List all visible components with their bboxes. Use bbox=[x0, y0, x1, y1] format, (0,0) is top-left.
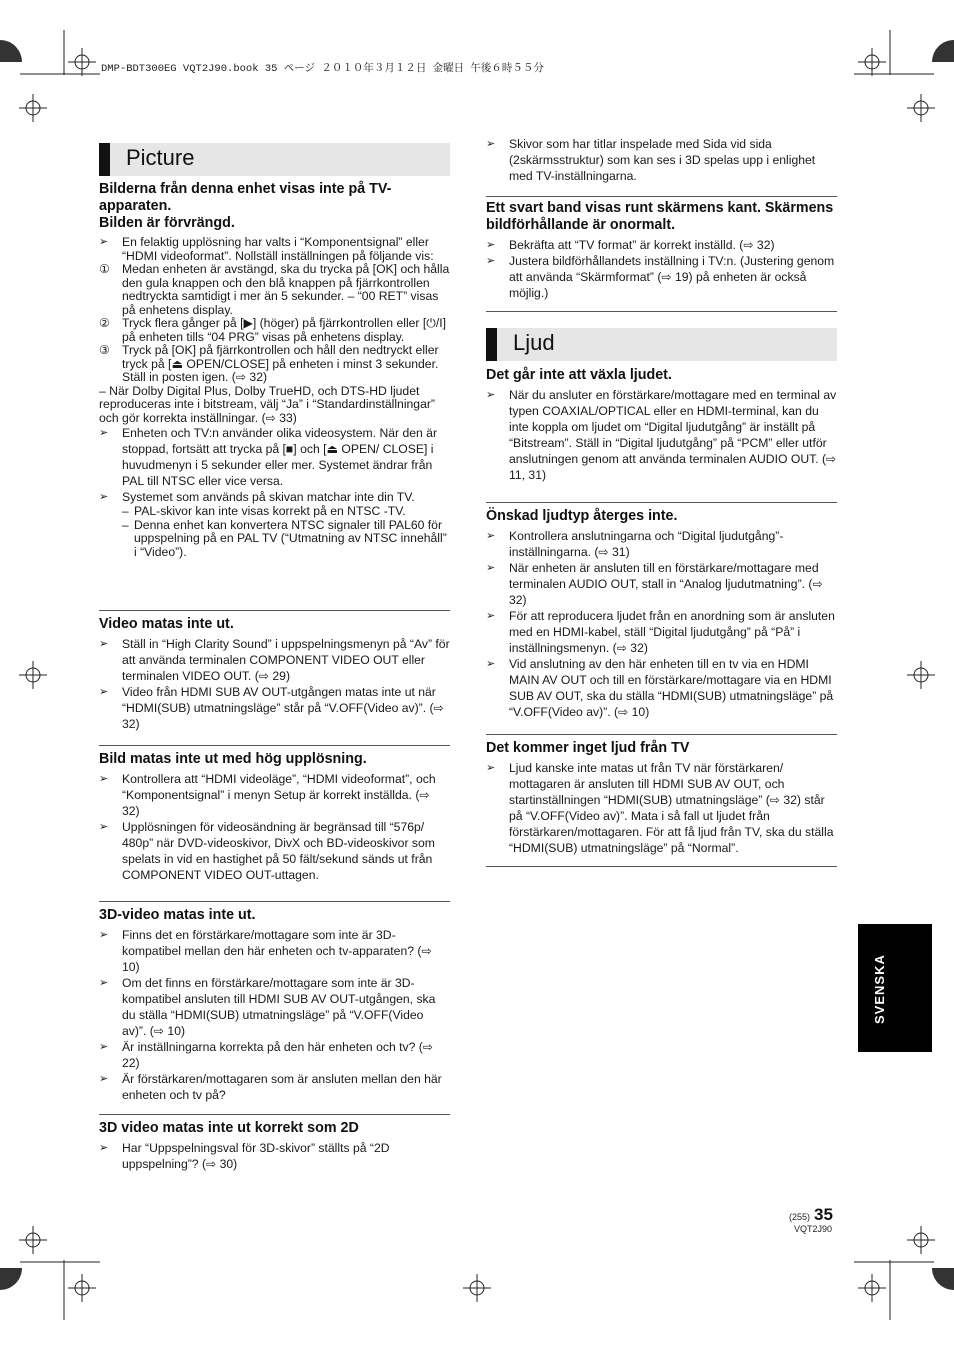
list-item: ➢ När du ansluter en förstärkare/mottagare med en terminal av typen COAXIAL/OPTICAL eller en HDMI-terminal, kan du inte koppla om ljudet om “Digital ljudutgång” är inställt på “Bitstream”. Ställ in “Digital ljudutgång” på “PCM” eller utför anslutningen genom att använda terminalen AUDIO OUT. (⇨ 11, 31) bbox=[486, 388, 837, 482]
arrow-icon: ➢ bbox=[99, 1142, 109, 1154]
arrow-icon: ➢ bbox=[486, 530, 496, 542]
topic-heading: Önskad ljudtyp återges inte. bbox=[486, 508, 678, 524]
divider bbox=[99, 901, 450, 902]
list-item: ➢ Är förstärkaren/mottagaren som är ansluten mellan den här enheten och tv på? bbox=[99, 1072, 442, 1102]
step-2-icon: ② bbox=[99, 316, 110, 330]
dash-icon: – bbox=[122, 504, 129, 518]
page-number bbox=[789, 1205, 833, 1225]
arrow-icon: ➢ bbox=[486, 255, 496, 267]
header-bar-mark bbox=[99, 143, 110, 176]
divider-block bbox=[486, 311, 837, 312]
arrow-icon: ➢ bbox=[99, 427, 109, 439]
list-item: ➢ Ställ in “High Clarity Sound” i uppspelningsmenyn på “Av” för att använda terminalen COMPONENT VIDEO OUT eller terminalen VIDEO OUT. (⇨ 29) bbox=[99, 637, 450, 683]
divider bbox=[486, 866, 837, 867]
arrow-icon: ➢ bbox=[486, 658, 496, 670]
divider bbox=[99, 1114, 450, 1115]
divider bbox=[99, 610, 450, 611]
topic-heading: Video matas inte ut. bbox=[99, 616, 234, 632]
ljud-section-header bbox=[486, 328, 837, 361]
arrow-icon: ➢ bbox=[99, 977, 109, 989]
divider bbox=[486, 196, 837, 197]
list-item: ➢ Ljud kanske inte matas ut från TV när förstärkaren/ mottagaren är ansluten till HDMI SUB AV OUT, och startinställningen “HDMI(SUB) utmatningsläge” (⇨ 32) står på “V.OFF(Video av)”. Mata i så fall ut ljudet från förstärkaren/mottagaren. För att få ljud från TV, ska du ställa “HDMI(SUB) utmatningsläge” på “Normal”. bbox=[486, 761, 834, 855]
book-info-line: DMP-BDT300EG VQT2J90.book 35 ページ ２０１０年３月１２日 金曜日 午後６時５５分 bbox=[101, 63, 544, 75]
audio-switch-block bbox=[486, 367, 837, 483]
list-item: ➢ Justera bildförhållandets inställning i TV:n. (Justering genom att använda “Skärmformat” (⇨ 19) på enheten är också möjlig.) bbox=[486, 254, 835, 300]
step-1-icon: ① bbox=[99, 262, 110, 276]
topic-heading: Ett svart band visas runt skärmens kant. Skärmens bildförhållande är onormalt. bbox=[486, 200, 834, 233]
divider bbox=[486, 734, 837, 735]
topic-heading: Det går inte att växla ljudet. bbox=[486, 367, 672, 383]
arrow-icon: ➢ bbox=[99, 236, 109, 248]
arrow-icon: ➢ bbox=[486, 762, 496, 774]
list-item: ➢ När enheten är ansluten till en förstärkare/mottagare med terminalen AUDIO OUT, stall in “Analog ljudutmatning”. (⇨ 32) bbox=[486, 561, 823, 607]
list-item: ➢ Är inställningarna korrekta på den här enheten och tv? (⇨ 22) bbox=[99, 1040, 434, 1070]
arrow-icon: ➢ bbox=[99, 1041, 109, 1053]
topic-heading: Det kommer inget ljud från TV bbox=[486, 740, 690, 756]
arrow-icon: ➢ bbox=[486, 138, 496, 150]
page-code-small: (255) bbox=[789, 1212, 811, 1222]
language-tab bbox=[858, 924, 932, 1052]
topic-heading: 3D video matas inte ut korrekt som 2D bbox=[99, 1120, 359, 1136]
arrow-icon: ➢ bbox=[99, 1073, 109, 1085]
3d-video-block bbox=[99, 901, 450, 1103]
list-item: – PAL-skivor kan inte visas korrekt på en NTSC -TV. bbox=[122, 504, 406, 518]
arrow-icon: ➢ bbox=[99, 773, 109, 785]
step-3-icon: ③ bbox=[99, 343, 110, 357]
topic-heading: Bilderna från denna enhet visas inte på TV-apparaten. bbox=[99, 181, 392, 214]
header-bar-mark bbox=[486, 328, 497, 361]
audio-type-block bbox=[486, 502, 837, 720]
high-res-block bbox=[99, 745, 450, 883]
arrow-icon: ➢ bbox=[486, 562, 496, 574]
divider-block bbox=[486, 866, 837, 867]
list-item: ➢ Vid anslutning av den här enheten till en tv via en HDMI MAIN AV OUT och till en förstärkare/mottagare via en HDMI SUB AV OUT, ska du ställa “HDMI(SUB) utmatningsläge” på “V.OFF(Video av)”. (⇨ 10) bbox=[486, 657, 834, 719]
list-item: – Denna enhet kan konvertera NTSC signaler till PAL60 för uppspelning på en PAL TV (“Utmatning av NTSC innehåll” i “Video”). bbox=[122, 517, 447, 559]
list-item: ➢ Upplösningen för videosändning är begränsad till “576p/ 480p” när DVD-videoskivor, DivX och BD-videoskivor som spelats in vid en hastighet på 50 fält/sekund sänds ut från COMPONENT VIDEO OUT-uttagen. bbox=[99, 820, 435, 882]
divider bbox=[99, 745, 450, 746]
list-item: ➢ Kontrollera anslutningarna och “Digital ljudutgång”-inställningarna. (⇨ 31) bbox=[486, 529, 784, 559]
divider bbox=[486, 502, 837, 503]
arrow-icon: ➢ bbox=[99, 929, 109, 941]
arrow-icon: ➢ bbox=[486, 610, 496, 622]
list-item: ➢ Bekräfta att “TV format” är korrekt inställd. (⇨ 32) bbox=[486, 238, 775, 252]
section-title-ljud: Ljud bbox=[513, 330, 555, 355]
list-item: ➢ För att reproducera ljudet från en anordning som är ansluten med en HDMI-kabel, ställ “Digital ljudutgång” på “På” i inställningsmenyn. (⇨ 32) bbox=[486, 609, 835, 655]
arrow-icon: ➢ bbox=[99, 638, 109, 650]
arrow-icon: ➢ bbox=[99, 491, 109, 503]
list-item: ➢ Om det finns en förstärkare/mottagare som inte är 3D-kompatibel ansluten till HDMI SUB AV OUT-utgången, ska du ställa “HDMI(SUB) utmatningsläge” på “V.OFF(Video av)”. (⇨ 10) bbox=[99, 976, 436, 1038]
list-item: ➢ Enheten och TV:n använder olika videosystem. När den är stoppad, fortsätt att trycka på [■] och [⏏ OPEN/ CLOSE] i huvudmenyn i 5 sekunder eller mer. Systemet ändrar från PAL till NTSC eller vice versa. bbox=[99, 426, 438, 488]
divider bbox=[486, 311, 837, 312]
arrow-icon: ➢ bbox=[99, 821, 109, 833]
list-item: ➢ En felaktig upplösning har valts i “Komponentsignal” eller “HDMI videoformat”. Nollställ inställningen på följande vis: bbox=[99, 235, 434, 263]
list-item: ➢ Har “Uppspelningsval för 3D-skivor” ställts på “2D uppspelning”? (⇨ 30) bbox=[99, 1141, 390, 1171]
picture-troubleshoot-block bbox=[99, 181, 450, 559]
list-item: ➢ Video från HDMI SUB AV OUT-utgången matas inte ut när “HDMI(SUB) utmatningsläge” står på “V.OFF(Video av)”. (⇨ 32) bbox=[99, 685, 444, 731]
dash-icon: – bbox=[122, 517, 129, 532]
list-item: – När Dolby Digital Plus, Dolby TrueHD, och DTS-HD ljudet reproduceras inte i bitstream, välj “Ja” i “Standardinställningar” och gör korrekta inställningar. (⇨ 33) bbox=[99, 383, 435, 425]
video-out-block bbox=[99, 610, 450, 732]
list-item: ➢ Finns det en förstärkare/mottagare som inte är 3D-kompatibel mellan den här enheten och tv-apparaten? (⇨ 10) bbox=[99, 928, 432, 974]
section-title-picture: Picture bbox=[126, 145, 195, 170]
arrow-icon: ➢ bbox=[486, 239, 496, 251]
topic-heading: Bild matas inte ut med hög upplösning. bbox=[99, 751, 367, 767]
list-item: ➢ Kontrollera att “HDMI videoläge”, “HDMI videoformat”, och “Komponentsignal” i menyn Setup är korrekt inställda. (⇨ 32) bbox=[99, 772, 436, 818]
side-by-side-note bbox=[486, 136, 837, 184]
black-band-block bbox=[486, 196, 837, 301]
language-tab-label: SVENSKA bbox=[872, 954, 887, 1024]
list-item: ② Tryck flera gånger på [▶] (höger) på fjärrkontrollen eller [⏻/I] på enheten tills “04 PRG” visas på enhetens display. bbox=[99, 316, 447, 344]
no-tv-audio-block bbox=[486, 734, 837, 856]
page-number-value: 35 bbox=[814, 1205, 833, 1224]
doc-code: VQT2J90 bbox=[794, 1224, 833, 1234]
arrow-icon: ➢ bbox=[99, 686, 109, 698]
3d-as-2d-block bbox=[99, 1114, 450, 1172]
list-item: ➢ Systemet som används på skivan matchar inte din TV. bbox=[99, 490, 415, 504]
arrow-icon: ➢ bbox=[486, 389, 496, 401]
list-item: ① Medan enheten är avstängd, ska du trycka på [OK] och hålla den gula knappen och den blå knappen på fjärrkontrollen nedtryckta samtidigt i mer än 5 sekunder. – “00 RET” visas på enhetens display. bbox=[99, 262, 450, 317]
topic-heading: Bilden är förvrängd. bbox=[99, 215, 235, 231]
topic-heading: 3D-video matas inte ut. bbox=[99, 907, 256, 923]
list-item: ➢ Skivor som har titlar inspelade med Sida vid sida (2skärmsstruktur) som kan ses i 3D spelas upp i enlighet med TV-inställningarna. bbox=[486, 137, 816, 183]
picture-section-header bbox=[99, 143, 450, 176]
list-item: ③ Tryck på [OK] på fjärrkontrollen och håll den nedtryckt eller tryck på [⏏ OPEN/CLOSE] på enheten i minst 3 sekunder. Ställ in posten igen. (⇨ 32) bbox=[99, 343, 439, 384]
